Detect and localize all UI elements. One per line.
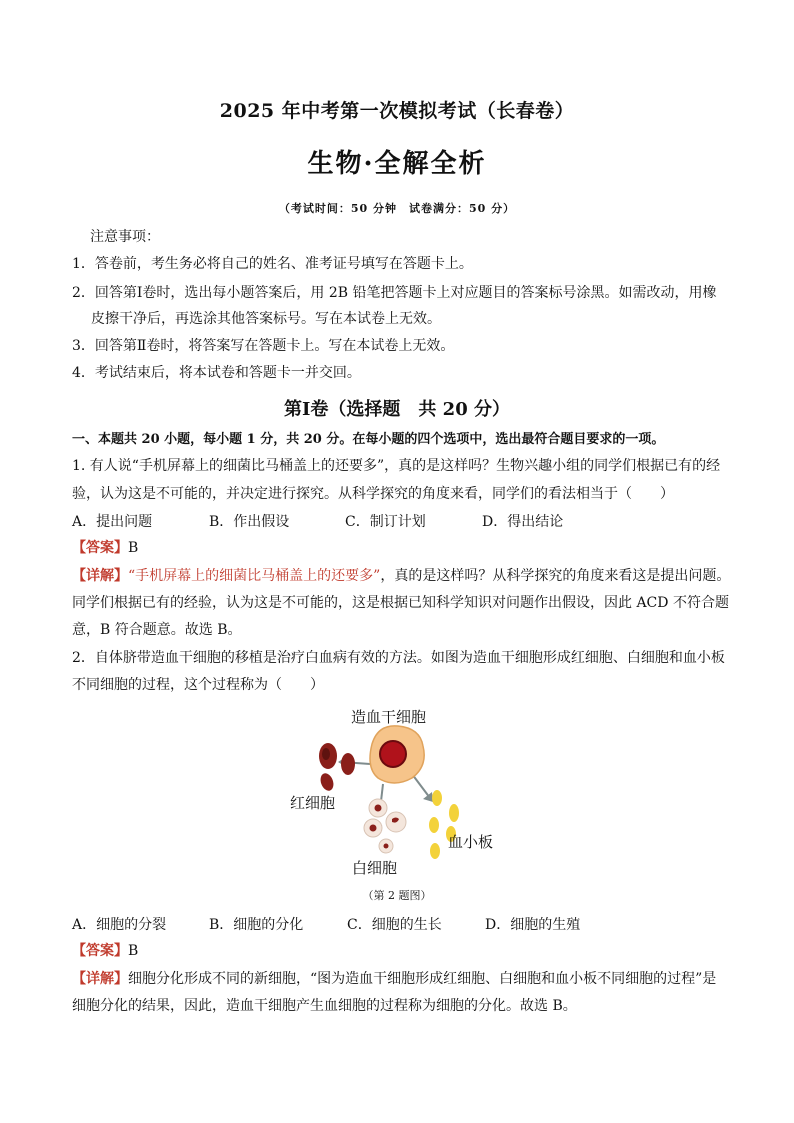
label-white-cell: 白细胞 bbox=[352, 859, 398, 877]
q1-detail: 意，B 符合题意。故选 B。 bbox=[72, 622, 242, 638]
platelet-shape bbox=[432, 790, 442, 806]
q2-option-c: C．细胞的生长 bbox=[347, 917, 442, 933]
q2-stem: 不同细胞的过程，这个过程称为（ ） bbox=[72, 677, 324, 693]
platelet-shape bbox=[430, 843, 440, 859]
label-stem-cell: 造血干细胞 bbox=[351, 708, 427, 726]
answer-value: B bbox=[128, 540, 139, 556]
q2-detail bbox=[72, 969, 716, 989]
notice-item: 皮擦干净后，再选涂其他答案标号。写在本试卷上无效。 bbox=[91, 311, 441, 327]
q1-detail: 同学们根据已有的经验，认为这是不可能的，这是根据已知科学知识对问题作出假设，因此 ACD 不符合题 bbox=[72, 595, 729, 611]
notice-item: 2．回答第Ⅰ卷时，选出每小题答案后，用 2B 铅笔把答题卡上对应题目的答案标号涂黑。如需改动，用橡 bbox=[72, 285, 717, 301]
red-cell-shape bbox=[341, 753, 355, 775]
notice-item: 1．答卷前，考生务必将自己的姓名、准考证号填写在答题卡上。 bbox=[72, 256, 473, 272]
answer-tag: 【答案】 bbox=[72, 943, 128, 959]
q2-detail: 细胞分化的结果，因此，造血干细胞产生血细胞的过程称为细胞的分化。故选 B。 bbox=[72, 998, 577, 1014]
answer-value: B bbox=[128, 943, 139, 959]
platelet-shape bbox=[449, 804, 459, 822]
q1-detail bbox=[72, 566, 730, 586]
answer-tag: 【答案】 bbox=[72, 540, 128, 556]
detail-text: 细胞分化形成不同的新细胞，“图为造血干细胞形成红细胞、白细胞和血小板不同细胞的过程”是 bbox=[128, 971, 717, 987]
exam-info: （考试时间：50 分钟 试卷满分：50 分） bbox=[278, 202, 516, 215]
notice-item: 3．回答第Ⅱ卷时，将答案写在答题卡上。写在本试卷上无效。 bbox=[72, 338, 455, 354]
detail-text: ，真的是这样吗？从科学探究的角度来看这是提出问题。 bbox=[380, 568, 731, 584]
q1-option-b: B．作出假设 bbox=[209, 514, 290, 530]
section-instruction: 一、本题共 20 小题，每小题 1 分，共 20 分。在每小题的四个选项中，选出最符合题目要求的一项。 bbox=[72, 432, 665, 447]
detail-tag: 【详解】 bbox=[72, 971, 128, 987]
notice-item: 4．考试结束后，将本试卷和答题卡一并交回。 bbox=[72, 365, 361, 381]
detail-quote: “手机屏幕上的细菌比马桶盖上的还要多” bbox=[128, 568, 381, 584]
section-title: 第Ⅰ卷（选择题 共 20 分） bbox=[283, 399, 510, 420]
red-cell-shape bbox=[318, 771, 335, 792]
q2-answer bbox=[72, 941, 138, 961]
q2-stem: 2．自体脐带造血干细胞的移植是治疗白血病有效的方法。如图为造血干细胞形成红细胞、白细胞和血小板 bbox=[72, 650, 725, 666]
blood-cell-figure bbox=[280, 702, 520, 884]
q1-option-c: C．制订计划 bbox=[345, 514, 426, 530]
q1-option-a: A．提出问题 bbox=[72, 514, 153, 530]
stem-cell-nucleus bbox=[380, 741, 406, 767]
label-platelet: 血小板 bbox=[448, 833, 494, 851]
q2-option-d: D．细胞的生殖 bbox=[485, 917, 581, 933]
notice-heading: 注意事项： bbox=[90, 229, 160, 245]
platelet-shape bbox=[429, 817, 439, 833]
q1-options bbox=[72, 511, 563, 531]
q2-option-a: A．细胞的分裂 bbox=[72, 917, 167, 933]
detail-tag: 【详解】 bbox=[72, 568, 128, 584]
q1-stem: 1. 有人说“手机屏幕上的细菌比马桶盖上的还要多”，真的是这样吗？生物兴趣小组的同学们根据已有的经 bbox=[72, 458, 721, 474]
q2-options bbox=[72, 914, 580, 934]
subject-title: 生物·全解全析 bbox=[307, 149, 487, 179]
figure-caption: （第 2 题图） bbox=[362, 889, 432, 902]
label-red-cell: 红细胞 bbox=[290, 794, 336, 812]
q1-stem: 验，认为这是不可能的，并决定进行探究。从科学探究的角度来看，同学们的看法相当于（ ） bbox=[72, 486, 674, 502]
q2-option-b: B．细胞的分化 bbox=[209, 917, 304, 933]
q1-answer bbox=[72, 538, 138, 558]
exam-title: 2025 年中考第一次模拟考试（长春卷） bbox=[219, 100, 575, 122]
q1-option-d: D．得出结论 bbox=[482, 514, 564, 530]
